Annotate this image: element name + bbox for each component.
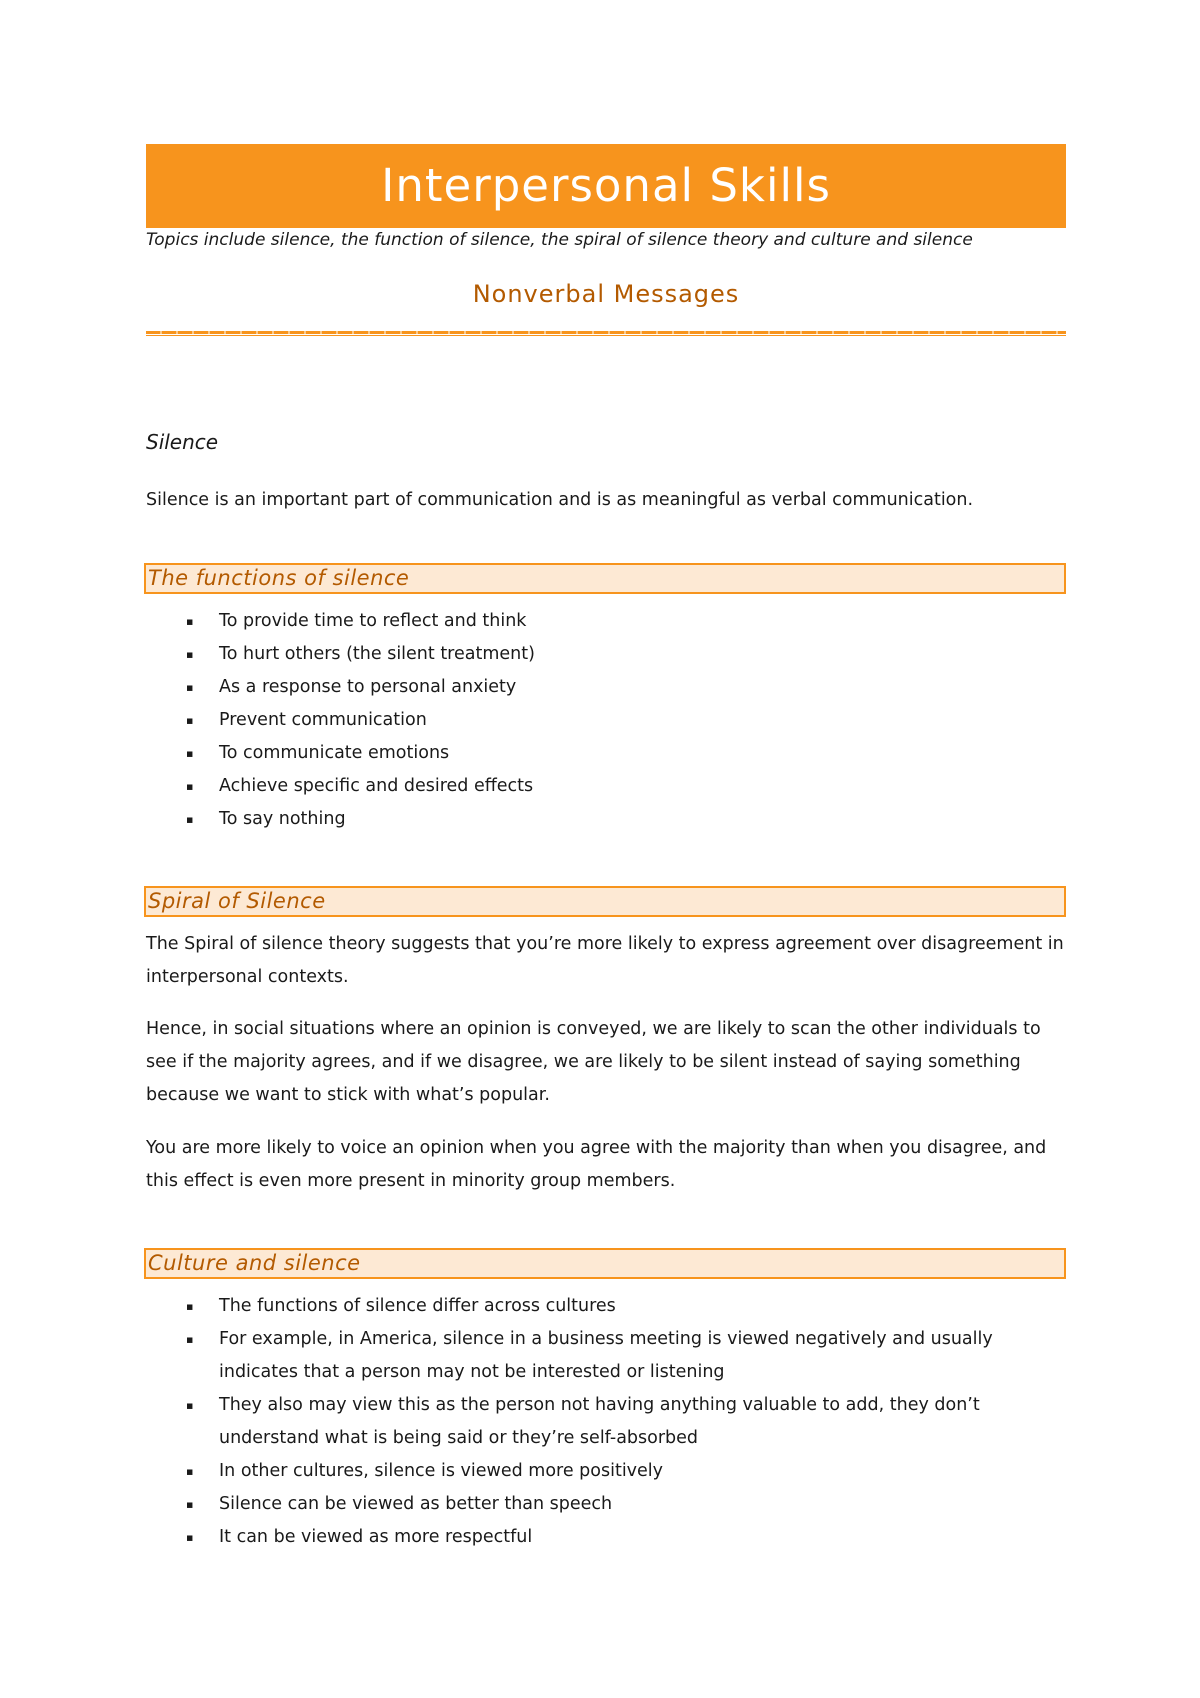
list-item-text: To provide time to reflect and think [219, 611, 527, 631]
list-item-text: To say nothing [219, 809, 346, 829]
bullet-icon: ▪ [186, 780, 194, 793]
list-item-text: Achieve specific and desired effects [219, 776, 534, 796]
section-title: Nonverbal Messages [472, 280, 740, 308]
bullet-icon: ▪ [186, 648, 194, 661]
list-item [146, 1455, 1066, 1488]
list-item [146, 638, 1066, 671]
bullet-icon: ▪ [186, 681, 194, 694]
list-item-text: The functions of silence differ across cultures [219, 1296, 616, 1316]
list-item [146, 1323, 1066, 1389]
spiral-paragraph-2: Hence, in social situations where an opinion is conveyed, we are likely to scan the other individuals to see if the majority agrees, and if we disagree, we are likely to be silent instead of saying something because we want to stick with what’s popular. [146, 1019, 1041, 1105]
bullet-icon: ▪ [186, 1531, 194, 1544]
list-item [146, 1488, 1066, 1521]
bullet-icon: ▪ [186, 1333, 194, 1346]
bullet-icon: ▪ [186, 813, 194, 826]
list-item-text: To hurt others (the silent treatment) [219, 644, 535, 664]
list-item-text: For example, in America, silence in a business meeting is viewed negatively and usually indicates that a person may not be interested or listening [219, 1329, 993, 1382]
list-item [146, 1389, 1066, 1455]
spiral-heading: Spiral of Silence [144, 886, 1066, 917]
functions-heading: The functions of silence [144, 563, 1066, 594]
bullet-icon: ▪ [186, 747, 194, 760]
list-item [146, 803, 1066, 836]
section-divider-line [146, 335, 1066, 336]
list-item-text: To communicate emotions [219, 743, 450, 763]
list-item [146, 770, 1066, 803]
list-item-text: They also may view this as the person not having anything valuable to add, they don’t understand what is being said or they’re self-absorbed [219, 1395, 980, 1448]
bullet-icon: ▪ [186, 1399, 194, 1412]
list-item [146, 704, 1066, 737]
list-item-text: It can be viewed as more respectful [219, 1527, 533, 1547]
list-item-text: Prevent communication [219, 710, 427, 730]
bullet-icon: ▪ [186, 1498, 194, 1511]
list-item-text: Silence can be viewed as better than speech [219, 1494, 613, 1514]
bullet-icon: ▪ [186, 714, 194, 727]
list-item [146, 1521, 1066, 1554]
culture-heading: Culture and silence [144, 1248, 1066, 1279]
bullet-icon: ▪ [186, 1465, 194, 1478]
silence-heading: Silence [146, 430, 219, 454]
functions-list [146, 605, 1066, 836]
silence-paragraph: Silence is an important part of communication and is as meaningful as verbal communication. [146, 490, 974, 510]
bullet-icon: ▪ [186, 615, 194, 628]
list-item [146, 671, 1066, 704]
bullet-icon: ▪ [186, 1300, 194, 1313]
spiral-paragraph-1: The Spiral of silence theory suggests that you’re more likely to express agreement over disagreement in interpersonal contexts. [146, 934, 1064, 987]
list-item [146, 605, 1066, 638]
list-item [146, 1290, 1066, 1323]
spiral-paragraph-3: You are more likely to voice an opinion when you agree with the majority than when you disagree, and this effect is even more present in minority group members. [146, 1138, 1047, 1191]
section-divider [146, 331, 1066, 334]
list-item-text: In other cultures, silence is viewed more positively [219, 1461, 664, 1481]
list-item-text: As a response to personal anxiety [219, 677, 517, 697]
list-item [146, 737, 1066, 770]
culture-list [146, 1290, 1066, 1554]
document-subtitle: Topics include silence, the function of silence, the spiral of silence theory and culture and silence [146, 230, 973, 250]
document-title: Interpersonal Skills [146, 144, 1066, 228]
